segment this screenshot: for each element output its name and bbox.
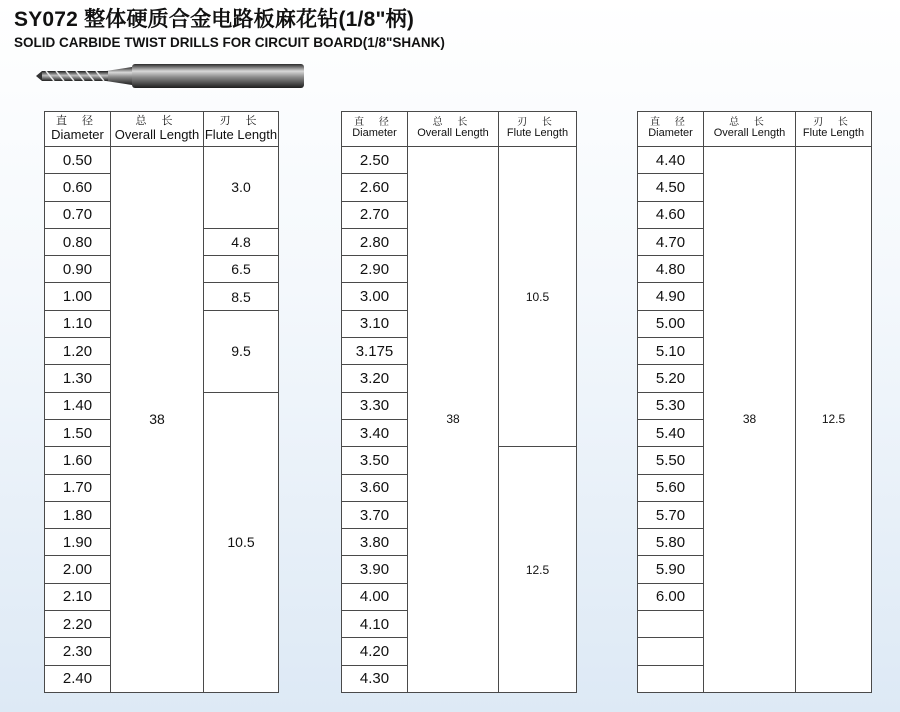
diameter-cell: 2.00 <box>45 556 111 583</box>
diameter-cell: 3.60 <box>342 474 408 501</box>
diameter-cell: 5.50 <box>638 447 704 474</box>
diameter-cell: 1.80 <box>45 501 111 528</box>
diameter-cell: 4.30 <box>342 665 408 692</box>
diameter-cell: 3.90 <box>342 556 408 583</box>
diameter-cell: 4.00 <box>342 583 408 610</box>
overall-length-cell: 38 <box>408 147 499 693</box>
drill-table-1 <box>44 111 279 693</box>
diameter-cell <box>638 611 704 638</box>
diameter-cell: 3.50 <box>342 447 408 474</box>
diameter-cell: 2.20 <box>45 611 111 638</box>
table-header-row <box>638 112 872 147</box>
diameter-cell: 5.10 <box>638 338 704 365</box>
diameter-cell: 1.00 <box>45 283 111 310</box>
flute-length-cell: 9.5 <box>204 310 279 392</box>
diameter-cell: 2.30 <box>45 638 111 665</box>
flute-length-cell: 12.5 <box>796 147 872 693</box>
diameter-cell: 5.20 <box>638 365 704 392</box>
overall-length-header: 总 长 Overall Length <box>408 112 499 147</box>
diameter-cell: 5.60 <box>638 474 704 501</box>
diameter-cell: 5.40 <box>638 419 704 446</box>
diameter-cell: 2.80 <box>342 228 408 255</box>
diameter-cell: 1.20 <box>45 338 111 365</box>
diameter-cell: 1.40 <box>45 392 111 419</box>
diameter-cell: 0.90 <box>45 256 111 283</box>
diameter-cell: 3.175 <box>342 338 408 365</box>
diameter-cell <box>638 638 704 665</box>
drill-table-2 <box>341 111 577 693</box>
diameter-cell: 0.60 <box>45 174 111 201</box>
diameter-cell: 3.40 <box>342 419 408 446</box>
table-header-row <box>45 112 279 147</box>
diameter-cell: 5.80 <box>638 529 704 556</box>
diameter-cell: 4.60 <box>638 201 704 228</box>
flute-length-cell: 8.5 <box>204 283 279 310</box>
page-title: SY072 整体硬质合金电路板麻花钻(1/8"柄) <box>14 8 415 31</box>
drill-bit-image <box>36 62 308 90</box>
diameter-cell: 4.40 <box>638 147 704 174</box>
diameter-cell: 2.10 <box>45 583 111 610</box>
diameter-cell: 2.70 <box>342 201 408 228</box>
diameter-cell: 3.00 <box>342 283 408 310</box>
table-header-row <box>342 112 577 147</box>
flute-length-header: 刃 长 Flute Length <box>499 112 577 147</box>
diameter-cell: 3.10 <box>342 310 408 337</box>
diameter-cell: 4.90 <box>638 283 704 310</box>
diameter-cell: 1.90 <box>45 529 111 556</box>
flute-length-cell: 3.0 <box>204 147 279 229</box>
diameter-cell: 1.50 <box>45 419 111 446</box>
diameter-cell: 3.20 <box>342 365 408 392</box>
diameter-cell: 5.00 <box>638 310 704 337</box>
diameter-cell: 1.30 <box>45 365 111 392</box>
flute-length-cell: 4.8 <box>204 228 279 255</box>
overall-length-header: 总 长 Overall Length <box>704 112 796 147</box>
diameter-cell: 3.70 <box>342 501 408 528</box>
diameter-cell: 0.80 <box>45 228 111 255</box>
flute-length-cell: 10.5 <box>499 147 577 447</box>
diameter-header: 直 径 Diameter <box>45 112 111 147</box>
diameter-cell: 2.50 <box>342 147 408 174</box>
diameter-cell: 1.10 <box>45 310 111 337</box>
diameter-cell: 1.70 <box>45 474 111 501</box>
diameter-cell: 2.90 <box>342 256 408 283</box>
diameter-cell: 4.20 <box>342 638 408 665</box>
page-subtitle: SOLID CARBIDE TWIST DRILLS FOR CIRCUIT BOARD(1/8"SHANK) <box>14 35 445 50</box>
diameter-cell: 4.80 <box>638 256 704 283</box>
diameter-cell: 6.00 <box>638 583 704 610</box>
overall-length-header: 总 长 Overall Length <box>111 112 204 147</box>
diameter-header: 直 径 Diameter <box>342 112 408 147</box>
diameter-cell: 5.30 <box>638 392 704 419</box>
diameter-cell: 1.60 <box>45 447 111 474</box>
flute-length-header: 刃 长 Flute Length <box>796 112 872 147</box>
diameter-cell: 4.50 <box>638 174 704 201</box>
overall-length-cell: 38 <box>704 147 796 693</box>
flute-length-cell: 12.5 <box>499 447 577 693</box>
diameter-cell: 5.90 <box>638 556 704 583</box>
diameter-cell: 0.50 <box>45 147 111 174</box>
table-row <box>45 147 279 174</box>
diameter-header: 直 径 Diameter <box>638 112 704 147</box>
table-row <box>638 147 872 174</box>
table-row <box>342 147 577 174</box>
diameter-cell: 3.30 <box>342 392 408 419</box>
diameter-cell: 4.70 <box>638 228 704 255</box>
drill-table-3 <box>637 111 872 693</box>
diameter-cell: 2.60 <box>342 174 408 201</box>
overall-length-cell: 38 <box>111 147 204 693</box>
diameter-cell <box>638 665 704 692</box>
diameter-cell: 4.10 <box>342 611 408 638</box>
diameter-cell: 5.70 <box>638 501 704 528</box>
flute-length-cell: 10.5 <box>204 392 279 692</box>
diameter-cell: 0.70 <box>45 201 111 228</box>
flute-length-cell: 6.5 <box>204 256 279 283</box>
diameter-cell: 2.40 <box>45 665 111 692</box>
diameter-cell: 3.80 <box>342 529 408 556</box>
flute-length-header: 刃 长 Flute Length <box>204 112 279 147</box>
